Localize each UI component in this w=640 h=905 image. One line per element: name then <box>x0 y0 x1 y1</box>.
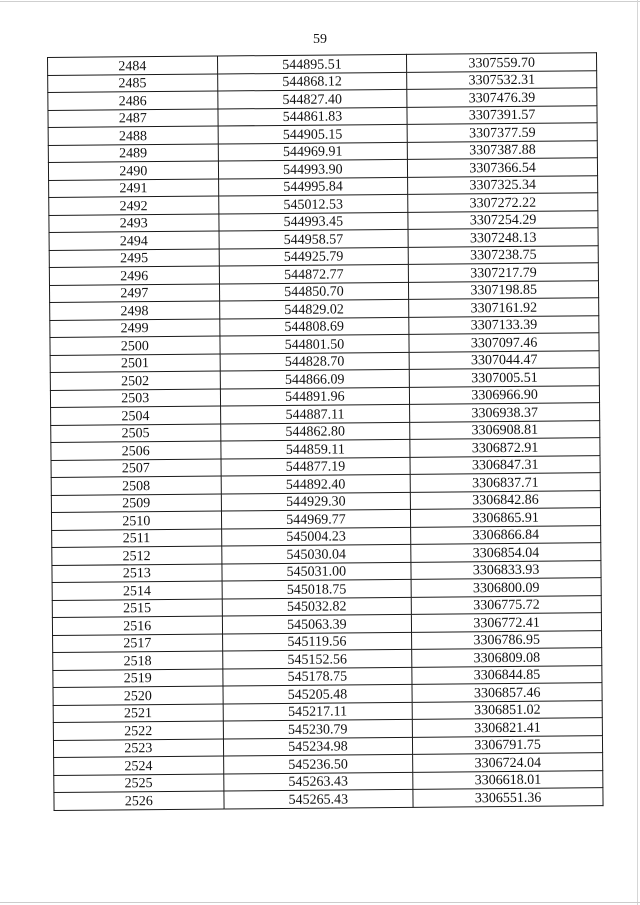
y-coordinate-cell: 3307532.31 <box>407 70 597 89</box>
point-number-cell: 2517 <box>53 633 223 652</box>
y-coordinate-cell: 3306772.41 <box>412 613 602 632</box>
x-coordinate-cell: 545236.50 <box>223 754 413 773</box>
point-number-cell: 2524 <box>54 756 224 775</box>
point-number-cell: 2489 <box>48 144 218 163</box>
point-number-cell: 2523 <box>53 738 223 757</box>
y-coordinate-cell: 3306851.02 <box>412 700 602 719</box>
point-number-cell: 2519 <box>53 668 223 687</box>
x-coordinate-cell: 544891.96 <box>220 387 410 406</box>
y-coordinate-cell: 3306800.09 <box>411 578 601 597</box>
x-coordinate-cell: 544925.79 <box>219 247 409 266</box>
x-coordinate-cell: 544859.11 <box>220 439 410 458</box>
y-coordinate-cell: 3306791.75 <box>413 735 603 754</box>
point-number-cell: 2500 <box>50 336 220 355</box>
y-coordinate-cell: 3307559.70 <box>407 53 597 72</box>
point-number-cell: 2501 <box>50 354 220 373</box>
x-coordinate-cell: 545018.75 <box>222 579 412 598</box>
x-coordinate-cell: 545032.82 <box>222 597 412 616</box>
x-coordinate-cell: 545205.48 <box>223 684 413 703</box>
point-number-cell: 2484 <box>48 56 218 75</box>
point-number-cell: 2491 <box>49 179 219 198</box>
y-coordinate-cell: 3306854.04 <box>411 543 601 562</box>
y-coordinate-cell: 3306857.46 <box>412 683 602 702</box>
point-number-cell: 2486 <box>48 91 218 110</box>
y-coordinate-cell: 3306842.86 <box>411 490 601 509</box>
x-coordinate-cell: 544861.83 <box>218 107 408 126</box>
y-coordinate-cell: 3307377.59 <box>407 123 597 142</box>
point-number-cell: 2507 <box>51 459 221 478</box>
x-coordinate-cell: 544993.45 <box>218 212 408 231</box>
point-number-cell: 2503 <box>50 389 220 408</box>
point-number-cell: 2506 <box>51 441 221 460</box>
y-coordinate-cell: 3307476.39 <box>407 88 597 107</box>
x-coordinate-cell: 544929.30 <box>221 492 411 511</box>
x-coordinate-cell: 544887.11 <box>220 404 410 423</box>
y-coordinate-cell: 3307391.57 <box>407 105 597 124</box>
x-coordinate-cell: 544969.77 <box>221 509 411 528</box>
point-number-cell: 2510 <box>51 511 221 530</box>
x-coordinate-cell: 544872.77 <box>219 264 409 283</box>
y-coordinate-cell: 3306866.84 <box>411 525 601 544</box>
x-coordinate-cell: 544895.51 <box>217 54 407 73</box>
point-number-cell: 2514 <box>52 581 222 600</box>
point-number-cell: 2499 <box>50 319 220 338</box>
point-number-cell: 2515 <box>52 598 222 617</box>
y-coordinate-cell: 3306833.93 <box>411 560 601 579</box>
x-coordinate-cell: 544827.40 <box>217 89 407 108</box>
page-number: 59 <box>313 32 327 47</box>
x-coordinate-cell: 544808.69 <box>219 317 409 336</box>
point-number-cell: 2526 <box>54 791 224 810</box>
y-coordinate-cell: 3306551.36 <box>413 788 603 807</box>
point-number-cell: 2509 <box>51 493 221 512</box>
y-coordinate-cell: 3307217.79 <box>409 263 599 282</box>
x-coordinate-cell: 544995.84 <box>218 177 408 196</box>
point-number-cell: 2520 <box>53 686 223 705</box>
point-number-cell: 2493 <box>49 214 219 233</box>
y-coordinate-cell: 3306938.37 <box>410 403 600 422</box>
point-number-cell: 2521 <box>53 703 223 722</box>
x-coordinate-cell: 545265.43 <box>223 789 413 808</box>
x-coordinate-cell: 544801.50 <box>220 334 410 353</box>
point-number-cell: 2513 <box>52 563 222 582</box>
x-coordinate-cell: 545119.56 <box>222 632 412 651</box>
x-coordinate-cell: 545031.00 <box>221 562 411 581</box>
point-number-cell: 2522 <box>53 721 223 740</box>
y-coordinate-cell: 3306844.85 <box>412 665 602 684</box>
y-coordinate-cell: 3306786.95 <box>412 630 602 649</box>
y-coordinate-cell: 3306821.41 <box>413 718 603 737</box>
y-coordinate-cell: 3306837.71 <box>410 473 600 492</box>
x-coordinate-cell: 545012.53 <box>218 194 408 213</box>
scan-edge-right <box>637 0 638 905</box>
point-number-cell: 2497 <box>49 284 219 303</box>
coordinates-table-body <box>48 53 604 810</box>
y-coordinate-cell: 3306872.91 <box>410 438 600 457</box>
y-coordinate-cell: 3306775.72 <box>411 595 601 614</box>
x-coordinate-cell: 544866.09 <box>220 369 410 388</box>
y-coordinate-cell: 3307248.13 <box>408 228 598 247</box>
y-coordinate-cell: 3307005.51 <box>409 368 599 387</box>
x-coordinate-cell: 545030.04 <box>221 544 411 563</box>
y-coordinate-cell: 3307198.85 <box>409 280 599 299</box>
point-number-cell: 2488 <box>48 126 218 145</box>
x-coordinate-cell: 545004.23 <box>221 527 411 546</box>
x-coordinate-cell: 544958.57 <box>219 229 409 248</box>
y-coordinate-cell: 3307254.29 <box>408 210 598 229</box>
point-number-cell: 2512 <box>52 546 222 565</box>
point-number-cell: 2495 <box>49 249 219 268</box>
y-coordinate-cell: 3306908.81 <box>410 420 600 439</box>
y-coordinate-cell: 3306618.01 <box>413 770 603 789</box>
point-number-cell: 2494 <box>49 231 219 250</box>
y-coordinate-cell: 3307387.88 <box>407 140 597 159</box>
x-coordinate-cell: 544877.19 <box>221 457 411 476</box>
point-number-cell: 2485 <box>48 74 218 93</box>
y-coordinate-cell: 3307097.46 <box>409 333 599 352</box>
point-number-cell: 2490 <box>48 161 218 180</box>
point-number-cell: 2496 <box>49 266 219 285</box>
x-coordinate-cell: 545217.11 <box>223 702 413 721</box>
y-coordinate-cell: 3307161.92 <box>409 298 599 317</box>
y-coordinate-cell: 3306865.91 <box>411 508 601 527</box>
x-coordinate-cell: 545263.43 <box>223 772 413 791</box>
point-number-cell: 2492 <box>49 196 219 215</box>
point-number-cell: 2504 <box>51 406 221 425</box>
y-coordinate-cell: 3306724.04 <box>413 753 603 772</box>
point-number-cell: 2505 <box>51 424 221 443</box>
x-coordinate-cell: 545230.79 <box>223 719 413 738</box>
x-coordinate-cell: 545178.75 <box>222 667 412 686</box>
x-coordinate-cell: 544993.90 <box>218 159 408 178</box>
y-coordinate-cell: 3307366.54 <box>408 158 598 177</box>
x-coordinate-cell: 544969.91 <box>218 142 408 161</box>
y-coordinate-cell: 3306966.90 <box>410 385 600 404</box>
x-coordinate-cell: 544862.80 <box>220 422 410 441</box>
coordinates-table <box>47 52 604 810</box>
point-number-cell: 2518 <box>53 651 223 670</box>
point-number-cell: 2516 <box>52 616 222 635</box>
x-coordinate-cell: 544892.40 <box>221 474 411 493</box>
point-number-cell: 2487 <box>48 109 218 128</box>
y-coordinate-cell: 3306847.31 <box>410 455 600 474</box>
x-coordinate-cell: 544905.15 <box>218 124 408 143</box>
point-number-cell: 2525 <box>54 773 224 792</box>
y-coordinate-cell: 3307238.75 <box>408 245 598 264</box>
point-number-cell: 2511 <box>52 528 222 547</box>
x-coordinate-cell: 544828.70 <box>220 352 410 371</box>
point-number-cell: 2508 <box>51 476 221 495</box>
x-coordinate-cell: 545152.56 <box>222 649 412 668</box>
x-coordinate-cell: 544868.12 <box>217 72 407 91</box>
x-coordinate-cell: 544829.02 <box>219 299 409 318</box>
x-coordinate-cell: 545063.39 <box>222 614 412 633</box>
x-coordinate-cell: 544850.70 <box>219 282 409 301</box>
scan-edge-bottom <box>0 902 640 903</box>
y-coordinate-cell: 3307325.34 <box>408 175 598 194</box>
x-coordinate-cell: 545234.98 <box>223 737 413 756</box>
point-number-cell: 2502 <box>50 371 220 390</box>
point-number-cell: 2498 <box>50 301 220 320</box>
y-coordinate-cell: 3307272.22 <box>408 193 598 212</box>
y-coordinate-cell: 3307044.47 <box>409 350 599 369</box>
y-coordinate-cell: 3306809.08 <box>412 648 602 667</box>
y-coordinate-cell: 3307133.39 <box>409 315 599 334</box>
scan-edge-top <box>0 1 640 2</box>
